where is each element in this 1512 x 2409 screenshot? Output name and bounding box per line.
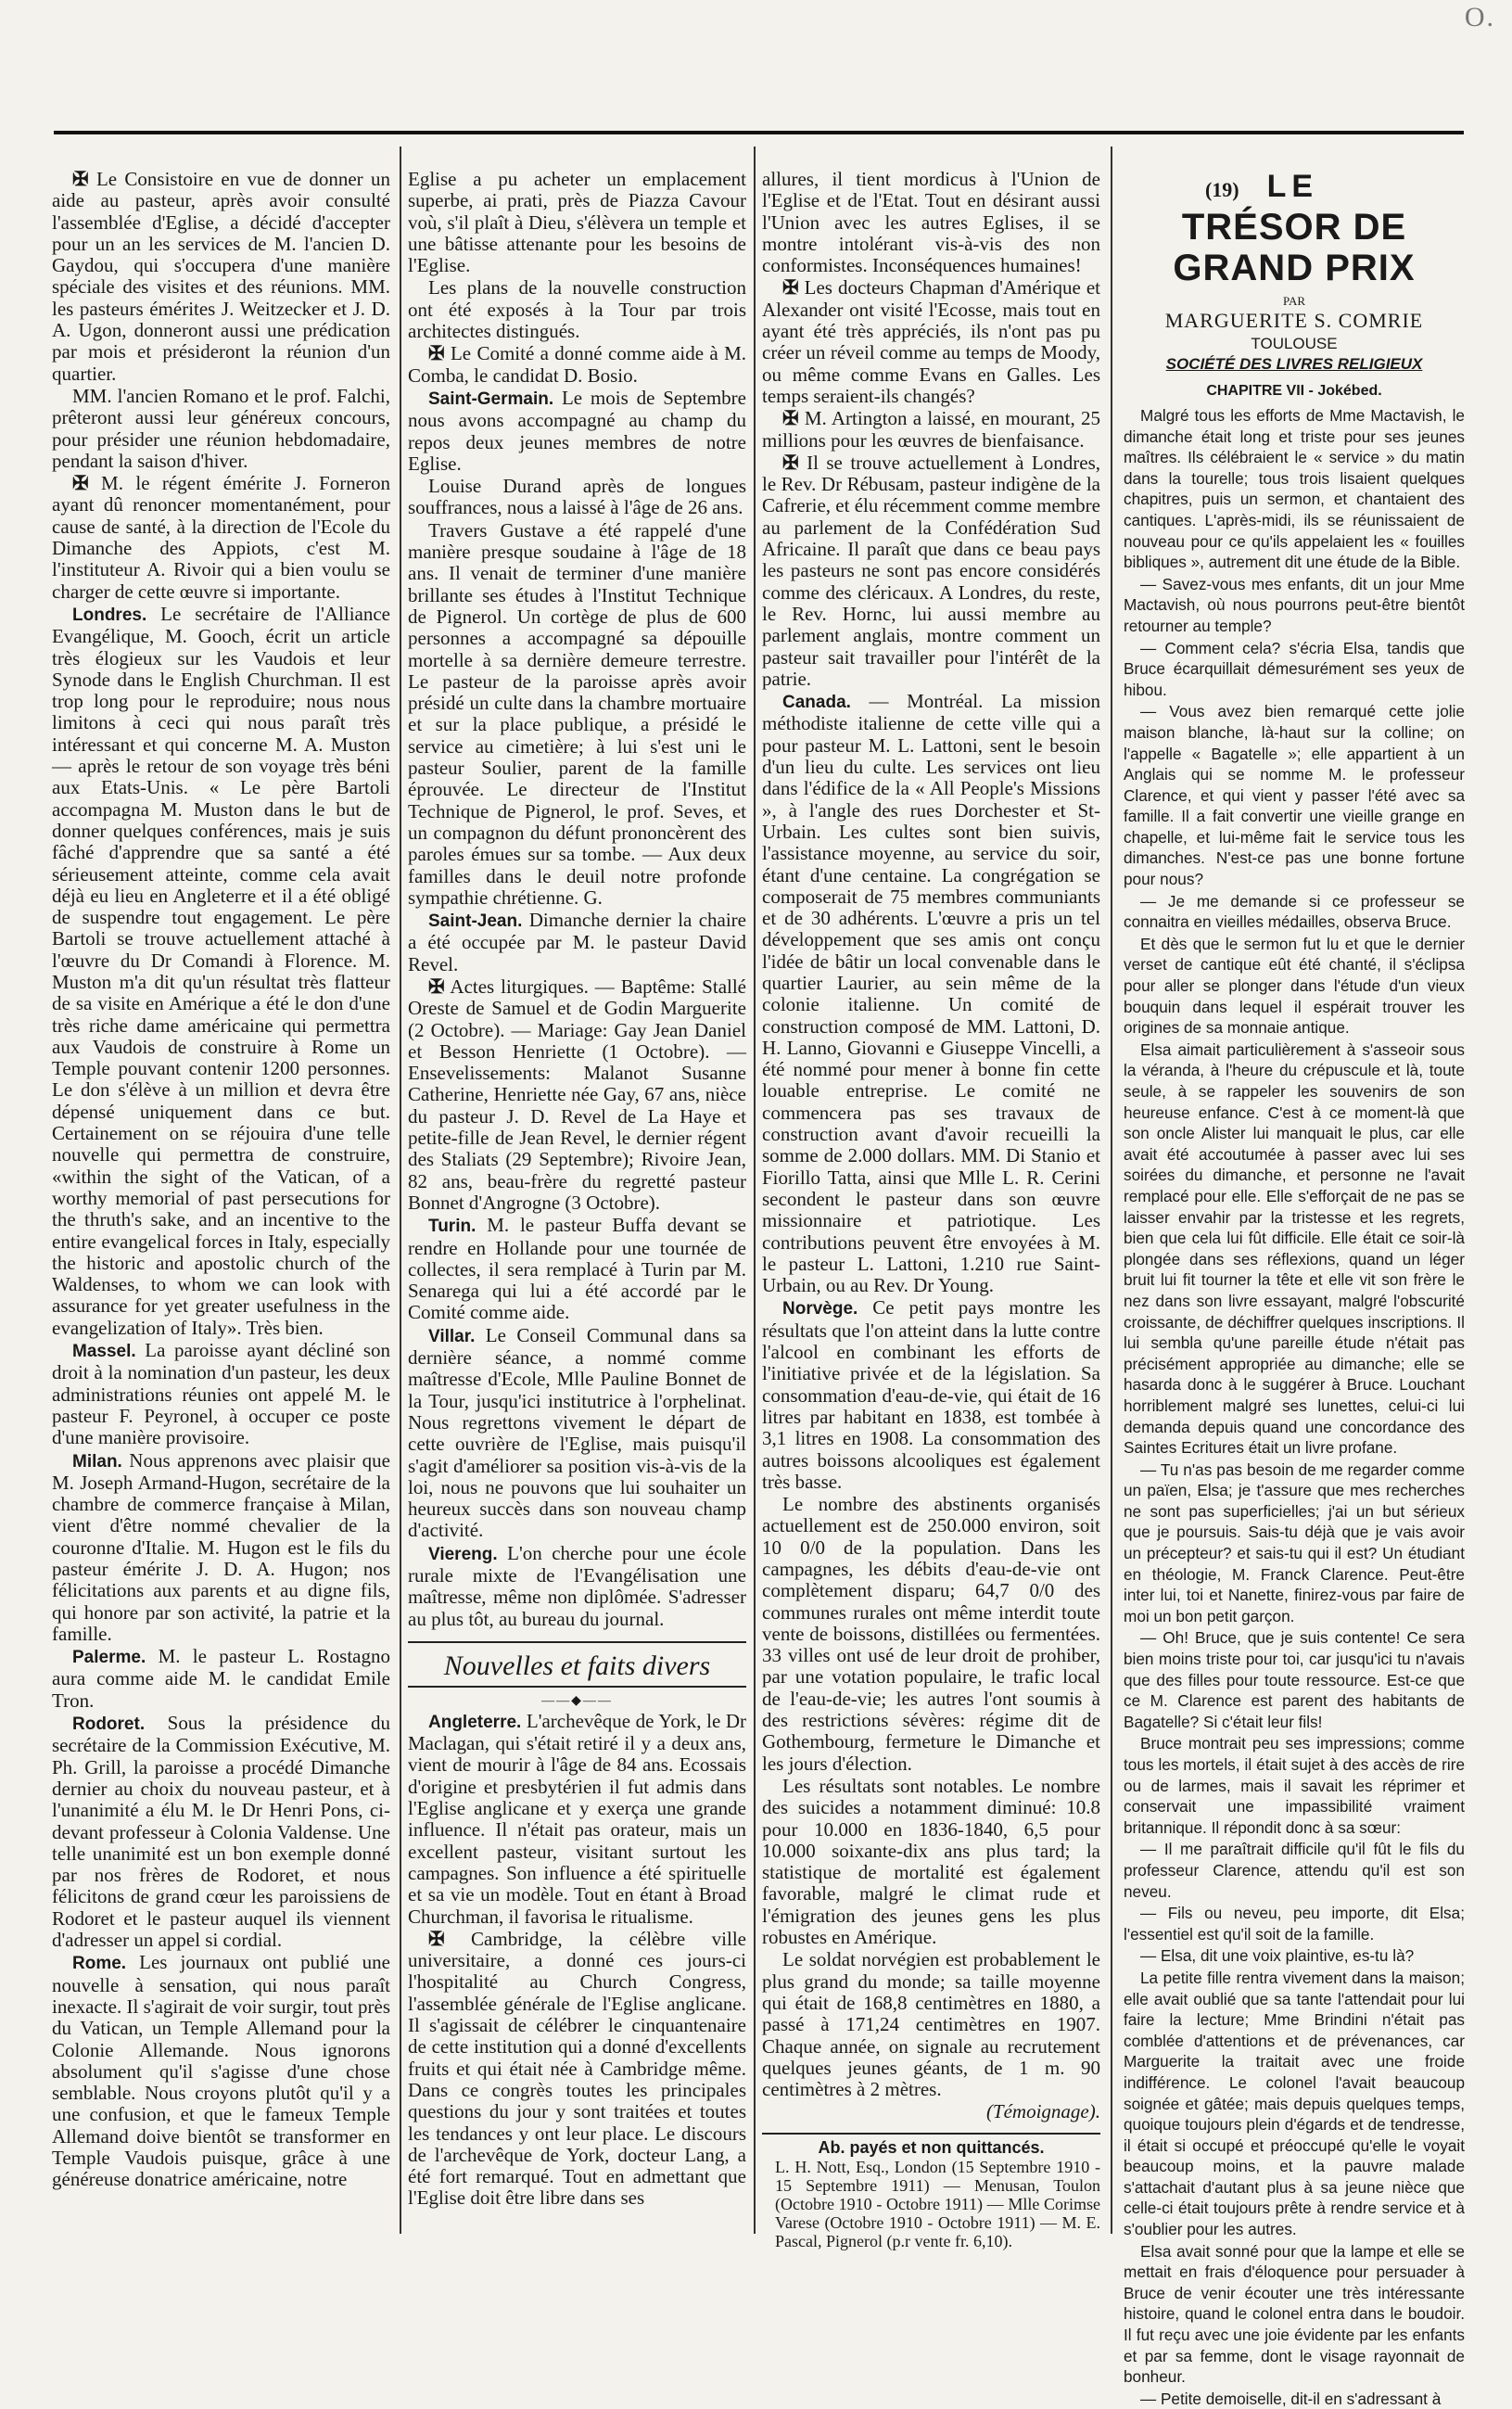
news-paragraph [762, 169, 1100, 276]
story-paragraph: — Petite demoiselle, dit-il en s'adressant à [1140, 2389, 1442, 2408]
paragraph-mark-icon: ✠ [782, 407, 799, 430]
paragraph-mark-icon: ✠ [782, 276, 799, 300]
place-heading: Norvège. [782, 1299, 858, 1319]
paragraph-text: Nous apprenons avec plaisir que M. Joseph Armand-Hugon, secrétaire de la chambre de commerce française à Milan, vient d'être nommé chevalier de la couronne d'Italie. M. Hugon est le fils du pasteur émérite J. D. A. Hugon; nos félicitations aux parents et au digne fils, qui honore par son activité, la patrie et la famille. [52, 1448, 391, 1645]
news-item-rodoret [52, 1713, 390, 1951]
story-paragraph: — Je me demande si ce professeur se connaitra en vieilles médailles, observa Bruce. [1124, 891, 1465, 932]
article-signature: (Témoignage). [985, 2100, 1100, 2123]
paragraph-text: Travers Gustave a été rappelé d'une manière presque soudaine à l'âge de 18 ans. Il venait de terminer d'une manière brillante ses études à l'Institut Technique de Pignerol. Un cortège de plus de 600 personnes a accompagné sa dépouille mortelle à sa dernière demeure terrestre. Le pasteur de la paroisse après avoir présidé un culte dans la chambre mortuaire et sur la place publique, a présidé le service au cimetière; à lui s'est uni le pasteur Soulier, parent de la famille éprouvée. Le directeur de l'Institut Technique de Pignerol, le prof. Seves, et un compagnon du défunt prononcèrent des paroles émues sur sa tombe. — Aux deux familles dans le deuil notre profonde sympathie chrétienne. G. [408, 518, 746, 909]
story-paragraph: La petite fille rentra vivement dans la maison; elle avait oublié que sa tante l'attendait pour lui faire la lecture; Mme Brindini n'était pas comblée d'attentions et de prévenances, car Marguerite la traitait avec une froide indifférence. Le colonel l'avait beaucoup soignée et gâtée; mais depuis quelques temps, quoique toujours plein d'égards et de tendresse, il était si occupé et préoccupé qu'elle le voyait beaucoup moins, et la pauvre malade s'attachait d'autant plus à sa jeune nièce que celle-ci était toujours prête à rendre service et à s'oublier pour les autres. [1124, 1968, 1465, 2239]
paragraph-text: — Montréal. La mission méthodiste italienne de cette ville qui a pour pasteur M. L. Lattoni, sent le besoin d'un lieu du culte. Les services ont lieu dans l'édifice de la « All People's Missions », à l'angle des rues Dorchester et St-Urbain. Les cultes sont bien suivis, l'assistance moyenne, au service du soir, étant d'une centaine. La congrégation se composerait de 75 membres communiants et de 30 adhérents. L'œuvre a pris un tel développement que ses amis ont conçu l'idée de bâtir un local convenable dans le quartier Laurier, au sein même de la colonie italienne. Un comité de construction composé de MM. Lattoni, D. H. Lanno, Giovanni e Giuseppe Vincelli, a été nommé pour mener à bonne fin cette louable entreprise. Le comité ne commencera pas ses travaux de construction avant d'avoir recueilli la somme de 2.000 dollars. MM. Di Stanio et Fiorillo Tatta, ainsi que Mlle L. R. Cerini secondent le pasteur dans son œuvre missionnaire et patriotique. Les contributions peuvent être envoyées à M. le pasteur L. Lattoni, 1.210 rue Saint-Urbain, ou au Rev. Dr Young. [762, 690, 1100, 1297]
paragraph-text: Il se trouve actuellement à Londres, le Rev. Dr Rébusam, pasteur indigène de la Cafrerie, et élu récemment comme membre au parlement de la Confédération Sud Africaine. Il paraît que dans ce beau pays les pasteurs ne sont pas encore considérés comme des cléricaux. A Londres, du reste, le Rev. Hornc, lui aussi membre au parlement anglais, montre comment un pasteur sait travailler pour l'intérêt de la patrie. [762, 451, 1101, 690]
story-paragraph: — Oh! Bruce, que je suis contente! Ce sera bien moins triste pour toi, car jusqu'ici tu n'avais que des filles pour toute ressource. Est-ce que ce M. Clarence est parent des habitants de Bagatelle? Si c'était leur fils! [1124, 1628, 1465, 1731]
place-heading: Turin. [428, 1217, 476, 1237]
corner-mark: O. [1464, 2, 1495, 32]
paragraph-text: Sous la présidence du secrétaire de la Commission Exécutive, M. Ph. Grill, la paroisse a procédé Dimanche dernier au choix du nouveau pasteur, et à l'unanimité a élu M. le Dr Henri Pons, ci-devant professeur à Colonia Valdense. Une telle unanimité est un bon exemple donné par nos frères de Rodoret, et nous félicitons de grand cœur les paroissiens de Rodoret et le pasteur auquel ils viennent d'adresser un appel si cordial. [52, 1712, 391, 1952]
news-item-norvège [762, 1297, 1100, 1493]
paragraph-text: M. Artington a laissé, en mourant, 25 millions pour les œuvres de bienfaisance. [762, 407, 1100, 452]
paragraph-text: Actes liturgiques. — Baptême: Stallé Oreste de Samuel et de Godin Marguerite (2 Octobre). — Mariage: Gay Jean Daniel et Besson Henriette (1 Octobre). — Ensevelissements: Malanot Susanne Catherine, Henriette née Gay, 67 ans, nièce du pasteur J. D. Revel de La Haye et petite-fille de Jean Revel, le dernier régent des Staliats (29 Septembre); Rivoire Jean, 82 ans, beau-frère du regretté pasteur Bonnet d'Angrogne (3 Octobre). [408, 975, 746, 1214]
feuilleton-number: (19) [1204, 178, 1239, 201]
section-title-nouvelles: Nouvelles et faits divers [408, 1641, 746, 1688]
place-heading: Canada. [782, 693, 851, 713]
news-paragraph [52, 386, 390, 472]
place-heading: Londres. [72, 605, 147, 625]
paragraph-text: Le nombre des abstinents organisés actuellement est de 250.000 environ, soit 10 0/0 de la population. Dans les campagnes, les débits d'eau-de-vie ont complètement disparu; 64,7 0/0 des communes rurales ont même interdit toute vente de boissons, distillées ou fermentées. 33 villes ont usé de leur droit de prohiber, par une votation populaire, le trafic local de l'eau-de-vie; les autres l'ont soumis à des restrictions sévères: régime dit de Gothembourg, fermeture le Dimanche et les jours d'élection. [762, 1493, 1100, 1775]
feuilleton-article: LE [1266, 169, 1319, 204]
news-item-villar [408, 1325, 746, 1542]
paragraph-text: Les plans de la nouvelle construction ont été exposés à la Tour par trois architectes distingués. [408, 276, 746, 343]
feuilleton-text [1124, 405, 1465, 2409]
news-paragraph [762, 452, 1100, 690]
paragraph-text: M. le pasteur Buffa devant se rendre en Hollande pour une tournée de collectes, il sera remplacé à Turin par M. Senarega qui lui a été accordé par le Comité comme aide. [408, 1214, 747, 1324]
paragraph-text: Les journaux ont publié une nouvelle à sensation, qui nous paraît inexacte. Il s'agirait de voir surgir, tout près du Vatican, un Temple Allemand pour la Colonie Allemande. Nous ignorons absolument qu'il s'agisse d'une chose semblable. Nous croyons plutôt qu'il y a une confusion, et que le fameux Temple Allemand doive bientôt se transformer en Temple Vaudois puisque, grâce à une généreuse donatrice américaine, notre [52, 1951, 390, 2191]
news-paragraph [408, 476, 746, 519]
place-heading: Rome. [72, 1954, 127, 1974]
news-item-angleterre [408, 1711, 746, 1928]
place-heading: Angleterre. [428, 1712, 522, 1732]
story-paragraph: — Vous avez bien remarqué cette jolie maison blanche, là-haut sur la colline; on l'appelle « Bagatelle »; elle appartient à un Anglais qui se nomme M. le professeur Clarence, et qui vient y passer l'été avec sa famille. Il a fait convertir une vieille grange en chapelle, et lui-même fait le service tous les dimanches. N'est-ce pas une bonne fortune pour nous? [1124, 702, 1465, 889]
story-paragraph: — Tu n'as pas besoin de me regarder comme un païen, Elsa; je t'assure que mes recherches ne sont pas superficielles; j'ai un but sérieux que je poursuis. Sais-tu déjà que je vais avoir un précepteur? et sais-tu qui il est? Un étudiant en théologie, M. Franck Clarence. Peut-être inter lui, toi et Nanette, finirez-vous par faire de moi un bon petit garçon. [1124, 1459, 1465, 1625]
feuilleton-column [1124, 169, 1465, 2408]
feuilleton-header [1124, 169, 1465, 205]
story-paragraph: Elsa aimait particulièrement à s'asseoir sous la véranda, à l'heure du crépuscule et là, toute seule, à se rappeler les souvenirs de son heureuse enfance. C'est à ce moment-là que son oncle Alister lui manquait le plus, car elle avait été accoutumée à passer avec lui ses soirées du dimanche, et personne ne l'avait remplacé pour elle. Elle s'efforçait de ne pas se laisser envahir par la tristesse et les regrets, bien que cela lui fût difficile. Elle était ce soir-là plongée dans ses réflexions, quand un léger bruit lui fit tourner la tête et elle vit son frère le nez dans son livre essayant, malgré l'obscurité croissante, de déchiffrer quelques inscriptions. Il lui sembla qu'une pareille étude n'était pas précisément appropriée au dimanche; elle se hasarda donc à le suggérer à Bruce. Louchant horriblement malgré ses lunettes, celui-ci lui demanda depuis quand une concordance des Saintes Ecritures était un livre profane. [1124, 1039, 1465, 1458]
story-paragraph: — Comment cela? s'écria Elsa, tandis que Bruce écarquillait démesurément ses yeux de hibou. [1124, 638, 1465, 699]
news-paragraph [52, 169, 390, 385]
story-paragraph: — Elsa, dit une voix plaintive, es-tu là? [1140, 1946, 1415, 1966]
paragraph-text: M. le pasteur L. Rostagno aura comme aide M. le candidat Emile Tron. [52, 1645, 390, 1712]
paragraph-text: Le Conseil Communal dans sa dernière séance, a nommé comme maîtresse d'Ecole, Mlle Pauline Bonnet de la Tour, jusqu'ici institutrice à l'orphelinat. Nous regrettons vivement le départ de cette ouvrière de l'Eglise, mais puisqu'il s'agit d'améliorer sa position vis-à-vis de la loi, nous ne pouvons que lui souhaiter un heureux succès dans son nouveau champ d'activité. [408, 1323, 747, 1542]
place-heading: Saint-Germain. [428, 389, 554, 409]
paragraph-mark-icon: ✠ [428, 1927, 445, 1950]
place-heading: Massel. [72, 1342, 136, 1362]
place-heading: Rodoret. [72, 1714, 146, 1735]
place-heading: Milan. [72, 1451, 122, 1472]
place-heading: Saint-Jean. [428, 911, 523, 932]
place-heading: Palerme. [72, 1648, 146, 1668]
paragraph-mark-icon: ✠ [72, 472, 89, 495]
column-divider [1111, 147, 1112, 2234]
news-item-massel [52, 1340, 390, 1448]
news-paragraph [762, 1494, 1100, 1775]
news-paragraph [762, 408, 1100, 452]
feuilleton-par: PAR [1282, 294, 1306, 308]
paragraph-text: MM. l'ancien Romano et le prof. Falchi, prêteront aussi leur généreux concours, pour présider une réunion hebdomadaire, pendant la saison d'hiver. [52, 384, 390, 472]
story-paragraph: — Fils ou neveu, peu importe, dit Elsa; l'essentiel est qu'il soit de la famille. [1124, 1904, 1465, 1944]
paragraph-mark-icon: ✠ [72, 168, 89, 190]
news-item-canada [762, 691, 1100, 1296]
news-item-saint-germain [408, 388, 746, 475]
news-paragraph [762, 1949, 1100, 2100]
news-item-palerme [52, 1646, 390, 1712]
paragraph-mark-icon: ✠ [782, 451, 799, 474]
paragraph-text: Les docteurs Chapman d'Amérique et Alexander ont visité l'Ecosse, mais tout en ayant été très appréciés, ils n'ont pas pu créer un réveil comme au temps de Moody, ou même comme Evans en Galles. Les temps seraient-ils changés? [762, 276, 1101, 407]
news-item-viereng [408, 1543, 746, 1630]
quittances-title: Ab. payés et non quittancés. [762, 2133, 1100, 2158]
news-item-londres [52, 604, 390, 1339]
story-paragraph: Bruce montrait peu ses impressions; comme tous les mortels, il était sujet à des accès de rire ou de larmes, mais il savait les réprimer et conservait une impassibilité vraiment britannique. Il répondit donc à sa sœur: [1124, 1734, 1465, 1837]
news-paragraph [762, 277, 1100, 407]
news-paragraph [408, 520, 746, 909]
column-3 [762, 168, 1101, 2250]
nouvelles-articles-continued [762, 169, 1100, 2100]
news-paragraph [762, 1776, 1100, 1948]
news-paragraph [408, 1929, 746, 2210]
news-item-turin [408, 1215, 746, 1323]
story-paragraph: — Savez-vous mes enfants, dit un jour Mme Mactavish, où nous pourrons peut-être bientôt retourner au temple? [1124, 574, 1465, 635]
paragraph-text: L'on cherche pour une école rurale mixte de l'Evangélisation une maîtresse, même non diplômée. S'adresser au plus tôt, au bureau du journal. [408, 1541, 747, 1630]
column-divider [400, 147, 401, 2234]
nouvelles-articles [408, 1711, 746, 2210]
paragraph-text: Le soldat norvégien est probablement le plus grand du monde; sa taille moyenne qui était de 168,8 centimètres en 1880, a passé à 171,24 centimètres en 1907. Chaque année, on signale au recrutement quelques jeunes géants, de 1 m. 90 centimètres à 2 mètres. [762, 1948, 1100, 2101]
paragraph-text: Le Comité a donné comme aide à M. Comba, le candidat D. Bosio. [408, 342, 746, 387]
paragraph-text: Le mois de Septembre nous avons accompagné au champ du repos deux jeunes membres de notre Eglise. [408, 386, 746, 475]
paragraph-text: M. le régent émérite J. Forneron ayant dû renoncer momentanément, pour cause de santé, à la direction de l'Ecole du Dimanche des Appiots, c'est M. l'instituteur A. Rivoir qui a bien voulu se charger de cette œuvre si importante. [52, 472, 391, 603]
news-paragraph [408, 976, 746, 1214]
paragraph-text: Cambridge, la célèbre ville universitaire, a donné ces jours-ci l'hospitalité au Church Congress, l'assemblée générale de l'Eglise anglicane. Il s'agissait de célébrer le cinquantenaire de cette institution qui a donné d'excellents fruits et qui était née à Cambridge même. Dans ce congrès toutes les principales questions du jour y sont traitées et toutes les tendances y ont leur place. Le discours de l'archevêque de York, docteur Lang, a été fort remarqué. Tout en admettant que l'Eglise doit être libre dans ses [408, 1927, 746, 2210]
paragraph-text: La paroisse ayant décliné son droit à la nomination d'un pasteur, les deux administrations réunies ont appelé M. le pasteur F. Peyronel, à occuper ce poste d'une manière provisoire. [52, 1339, 390, 1449]
top-rule [54, 131, 1464, 134]
news-paragraph [408, 343, 746, 387]
news-paragraph [408, 169, 746, 276]
feuilleton-publisher: SOCIÉTÉ DES LIVRES RELIGIEUX [1165, 355, 1423, 373]
paragraph-text: Le Consistoire en vue de donner un aide au pasteur, après avoir consulté l'assemblée d'Eglise, a décidé d'accepter pour un an les services de M. l'ancien D. Gaydou, qui s'occupera d'une manière spéciale des visites et des réunions. MM. les pasteurs émérites J. Weitzecker et J. D. A. Ugon, donneront aussi une prédication par mois et présideront la réunion d'un quartier. [52, 168, 390, 385]
column-divider [754, 147, 756, 2234]
news-item-saint-jean [408, 910, 746, 975]
story-paragraph: Et dès que le sermon fut lu et que le dernier verset de cantique eût été chanté, il s'éclipsa pour aller se plonger dans l'étude d'un vieux bouquin dans lequel il espérait trouver les origines de sa monnaie antique. [1124, 934, 1465, 1038]
news-item-rome [52, 1952, 390, 2190]
news-item-milan [52, 1450, 390, 1646]
feuilleton-author: MARGUERITE S. COMRIE [1164, 309, 1424, 332]
paragraph-text: Eglise a pu acheter un emplacement superbe, ai prati, près de Piazza Cavour voù, s'il plaît à Dieu, s'élèvera un temple et une bâtisse attenante pour les besoins de l'Eglise. [408, 168, 746, 277]
story-paragraph: Malgré tous les efforts de Mme Mactavish, le dimanche était long et triste pour ses jeunes maîtres. Ils célébraient le « service » du matin dans la tourelle; tous trois lisaient quelques chapitres, puis un sermon, et chantaient des cantiques. L'après-midi, ils se réunissaient de nouveau pour ce qu'ils appelaient les « fouilles bibliques », autrement dit une étude de la Bible. [1124, 406, 1465, 572]
place-heading: Viereng. [428, 1544, 498, 1564]
story-paragraph: Elsa avait sonné pour que la lampe et elle se mettait en frais d'éloquence pour persuader à Bruce de venir écouter une très intéressante histoire, quand le colonel entra dans le boudoir. Il fut reçu avec une joie évidente par les enfants et par sa femme, dont le visage rayonnait de bonheur. [1124, 2241, 1465, 2387]
parish-news-continued [408, 169, 746, 1630]
paragraph-mark-icon: ✠ [428, 342, 445, 365]
story-paragraph: — Il me paraîtrait difficile qu'il fût le fils du professeur Clarence, attendu qu'il est son neveu. [1124, 1840, 1465, 1901]
paragraph-text: L'archevêque de York, le Dr Maclagan, qui s'était retiré il y a deux ans, vient de mourir à l'âge de 84 ans. Ecossais d'origine et presbytérien il fut admis dans l'Eglise anglicane et y exerça une grande influence. Il n'était pas orateur, mais un excellent pasteur, visitant surtout les campagnes. Son influence a été spirituelle et sa vie un modèle. Tout en étant à Broad Churchman, il favorisa le ritualisme. [408, 1709, 746, 1928]
quittances-text: L. H. Nott, Esq., London (15 Septembre 1910 - 15 Septembre 1911) — Menusan, Toulon (Octobre 1910 - Octobre 1911) — Mlle Corimse Varese (Octobre 1910 - Octobre 1911) — M. E. Pascal, Pignerol (p.r vente fr. 6,10). [775, 2157, 1100, 2250]
place-heading: Villar. [428, 1326, 476, 1346]
title-ornament: ——◆—— [541, 1693, 613, 1708]
paragraph-text: Les résultats sont notables. Le nombre des suicides a notamment diminué: 10.8 pour 10.000 en 1836-1840, 6,5 pour 10.000 soixante-dix ans plus tard; la statistique de mortalité est également favorable, malgré le climat rude et l'émigration des jeunes gens les plus robustes en Amérique. [762, 1774, 1100, 1949]
paragraph-text: Ce petit pays montre les résultats que l'on atteint dans la lutte contre l'alcool en combinant les efforts de l'initiative privée et de la législation. Sa consommation d'eau-de-vie, qui était de 16 litres par habitant en 1838, est tombée à 3,1 litres en 1908. La consommation des autres boissons alcooliques est également très basse. [762, 1296, 1100, 1493]
paragraph-text: Louise Durand après de longues souffrances, nous a laissé à l'âge de 26 ans. [408, 475, 746, 519]
paragraph-mark-icon: ✠ [428, 975, 445, 998]
feuilleton-title: TRÉSOR DE GRAND PRIX [1173, 207, 1416, 288]
paragraph-text: Dimanche dernier la chaire a été occupée par M. le pasteur David Revel. [408, 909, 746, 975]
paragraph-text: allures, il tient mordicus à l'Union de l'Eglise et de l'Etat. Tout en désirant aussi l'Union avec les autres Eglises, il se montre intolérant vis-à-vis des non conformistes. Inconséquences humaines! [762, 168, 1100, 277]
paragraph-text: Le secrétaire de l'Alliance Evangélique, M. Gooch, écrit un article très élogieux sur les Vaudois et leur Synode dans le English Churchman. Il est trop long pour le reproduire; nous nous limitons à ceci qui nous paraît très intéressant et qui concerne M. A. Muston — après le retour de son voyage très béni aux Etats-Unis. « Le père Bartoli accompagna M. Muston dans le but de donner quelques conférences, mais je suis fâché d'apprendre que sa santé a été sérieusement atteinte, comme cela avait déjà eu lieu en Angleterre et il a été obligé de suspendre tout engagement. Le père Bartoli se trouve actuellement attaché à l'œuvre du Dr Comandi à Florence. M. Muston m'a dit qu'un résultat très flatteur de sa visite en Amérique a été le don d'une très riche dame américaine qui permettra aux Vaudois de construire à Rome un Temple pouvant contenir 1200 personnes. Le don s'élève à un million et devra être dépensé uniquement dans ce but. Certainement on se réjouira d'une telle nouvelle qui permettra de construire, «within the sight of the Vatican, of a worthy memorial of past persecutions for the thruth's sake, and an incentive to the entire evangelical forces in Italy, especially the historic and apostolic church of the Waldenses, to whom we can look with assurance for yet greater usefulness in the evangelization of Italy». Très bien. [52, 602, 390, 1339]
news-paragraph [52, 473, 390, 603]
column-2 [408, 169, 746, 2234]
column-1 [52, 169, 390, 2234]
feuilleton-city: TOULOUSE [1251, 335, 1338, 352]
chapter-heading: CHAPITRE VII - Jokébed. [1206, 383, 1382, 399]
news-paragraph [408, 277, 746, 342]
